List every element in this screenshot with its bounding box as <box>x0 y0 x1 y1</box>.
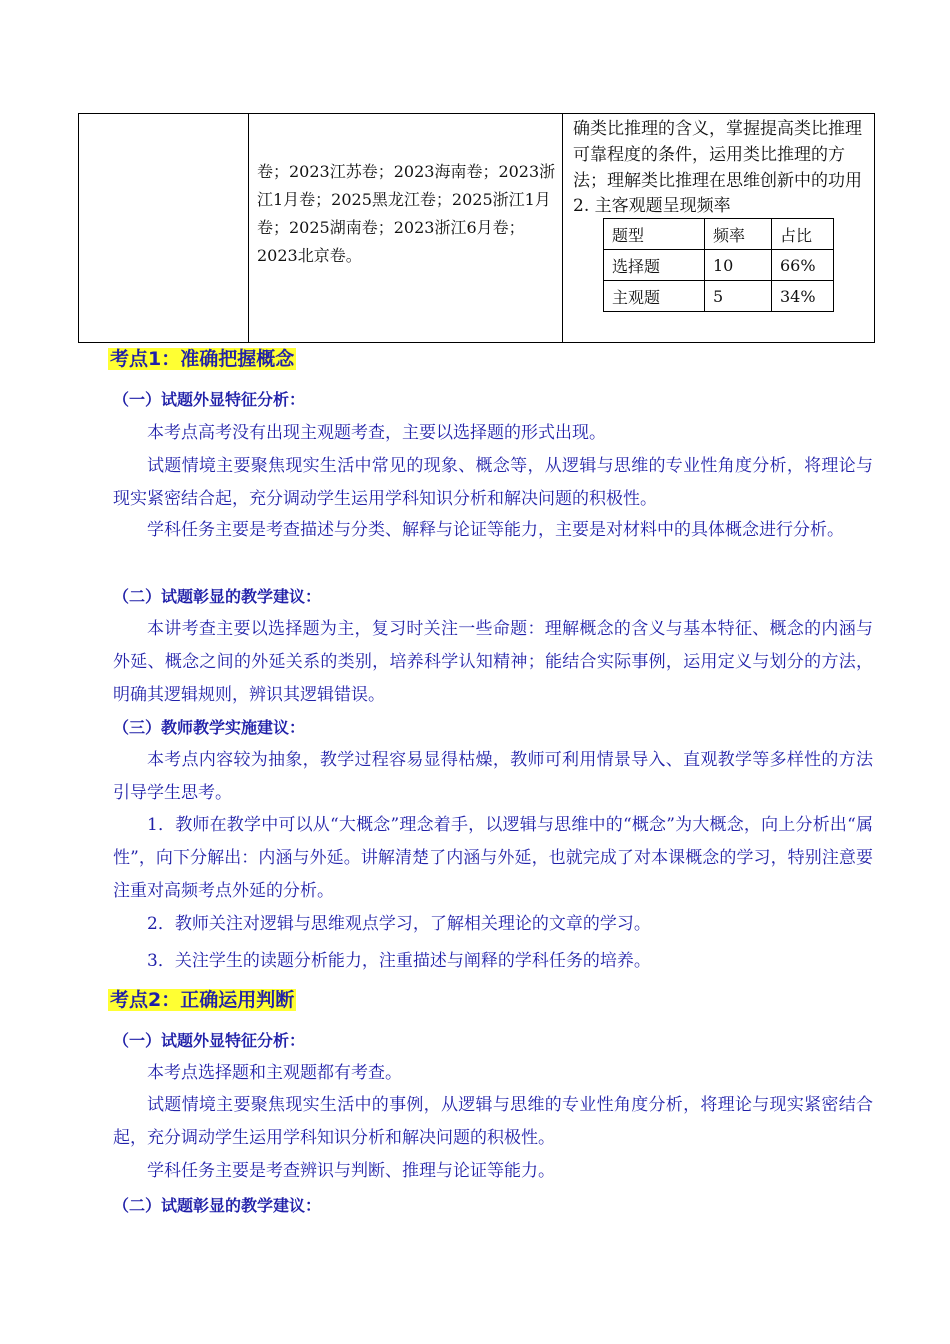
table-cell-requirements <box>563 114 875 343</box>
header-cell: 题型 <box>604 219 705 250</box>
kd1-features-p2: 试题情境主要聚焦现实生活中常见的现象、概念等，从逻辑与思维的专业性角度分析，将理论与现实紧密结合起，充分调动学生运用学科知识分析和解决问题的积极性。 <box>113 456 873 509</box>
table-row <box>604 250 834 281</box>
header-cell: 占比 <box>772 219 834 250</box>
kd1-heading-features: （一）试题外显特征分析： <box>113 390 306 409</box>
frequency-subheading: 2. 主客观题呈现频率 <box>573 196 731 216</box>
kd2-heading-suggestions: （二）试题彰显的教学建议： <box>113 1196 322 1215</box>
exam-analysis-table <box>78 113 875 343</box>
frequency-table <box>603 218 834 312</box>
table-cell: 5 <box>705 281 772 312</box>
requirements-text: 确类比推理的含义，掌握提高类比推理可靠程度的条件，运用类比推理的方法；理解类比推理在思维创新中的功用 <box>573 119 862 191</box>
kd1-heading-suggestions: （二）试题彰显的教学建议： <box>113 587 322 606</box>
table-cell: 34% <box>772 281 834 312</box>
kd1-impl-p1: 本考点内容较为抽象，教学过程容易显得枯燥，教师可利用情景导入、直观教学等多样性的方法引导学生思考。 <box>113 750 873 803</box>
kd1-suggestions-p1: 本讲考查主要以选择题为主，复习时关注一些命题：理解概念的含义与基本特征、概念的内涵与外延、概念之间的外延关系的类别，培养科学认知精神；能结合实际事例，运用定义与划分的方法，明确其逻辑规则，辨识其逻辑错误。 <box>113 619 873 705</box>
kd2-features-p3: 学科任务主要是考查辨识与判断、推理与论证等能力。 <box>147 1161 555 1181</box>
kd1-heading-implementation: （三）教师教学实施建议： <box>113 718 306 737</box>
kd1-impl-p3: 2．教师关注对逻辑与思维观点学习，了解相关理论的文章的学习。 <box>147 914 651 934</box>
table-cell-exam-sources <box>249 114 563 343</box>
kd1-features-p1: 本考点高考没有出现主观题考查，主要以选择题的形式出现。 <box>147 423 606 443</box>
table-cell: 选择题 <box>604 250 705 281</box>
section-title-kd2: 考点2：正确运用判断 <box>110 989 295 1011</box>
table-cell: 主观题 <box>604 281 705 312</box>
exam-sources-text: 卷；2023江苏卷；2023海南卷；2023浙江1月卷；2025黑龙江卷；2025浙江1月卷；2025湖南卷；2023浙江6月卷；2023北京卷。 <box>257 162 556 265</box>
kd1-impl-p4: 3．关注学生的读题分析能力，注重描述与阐释的学科任务的培养。 <box>147 951 651 971</box>
kd2-features-p2: 试题情境主要聚焦现实生活中的事例，从逻辑与思维的专业性角度分析，将理论与现实紧密结合起，充分调动学生运用学科知识分析和解决问题的积极性。 <box>113 1095 873 1148</box>
header-cell: 频率 <box>705 219 772 250</box>
kd1-features-p3: 学科任务主要是考查描述与分类、解释与论证等能力，主要是对材料中的具体概念进行分析。 <box>147 520 844 540</box>
kd2-heading-features: （一）试题外显特征分析： <box>113 1031 306 1050</box>
table-cell-empty <box>79 114 249 343</box>
table-cell: 10 <box>705 250 772 281</box>
kd1-impl-p2: 1．教师在教学中可以从“大概念”理念着手，以逻辑与思维中的“概念”为大概念，向上分析出“属性”，向下分解出：内涵与外延。讲解清楚了内涵与外延，也就完成了对本课概念的学习，特别注意要注重对高频考点外延的分析。 <box>113 815 873 901</box>
section-title-kd1: 考点1：准确把握概念 <box>110 348 295 370</box>
table-row <box>604 219 834 250</box>
table-row <box>604 281 834 312</box>
kd2-features-p1: 本考点选择题和主观题都有考查。 <box>147 1063 402 1083</box>
table-cell: 66% <box>772 250 834 281</box>
